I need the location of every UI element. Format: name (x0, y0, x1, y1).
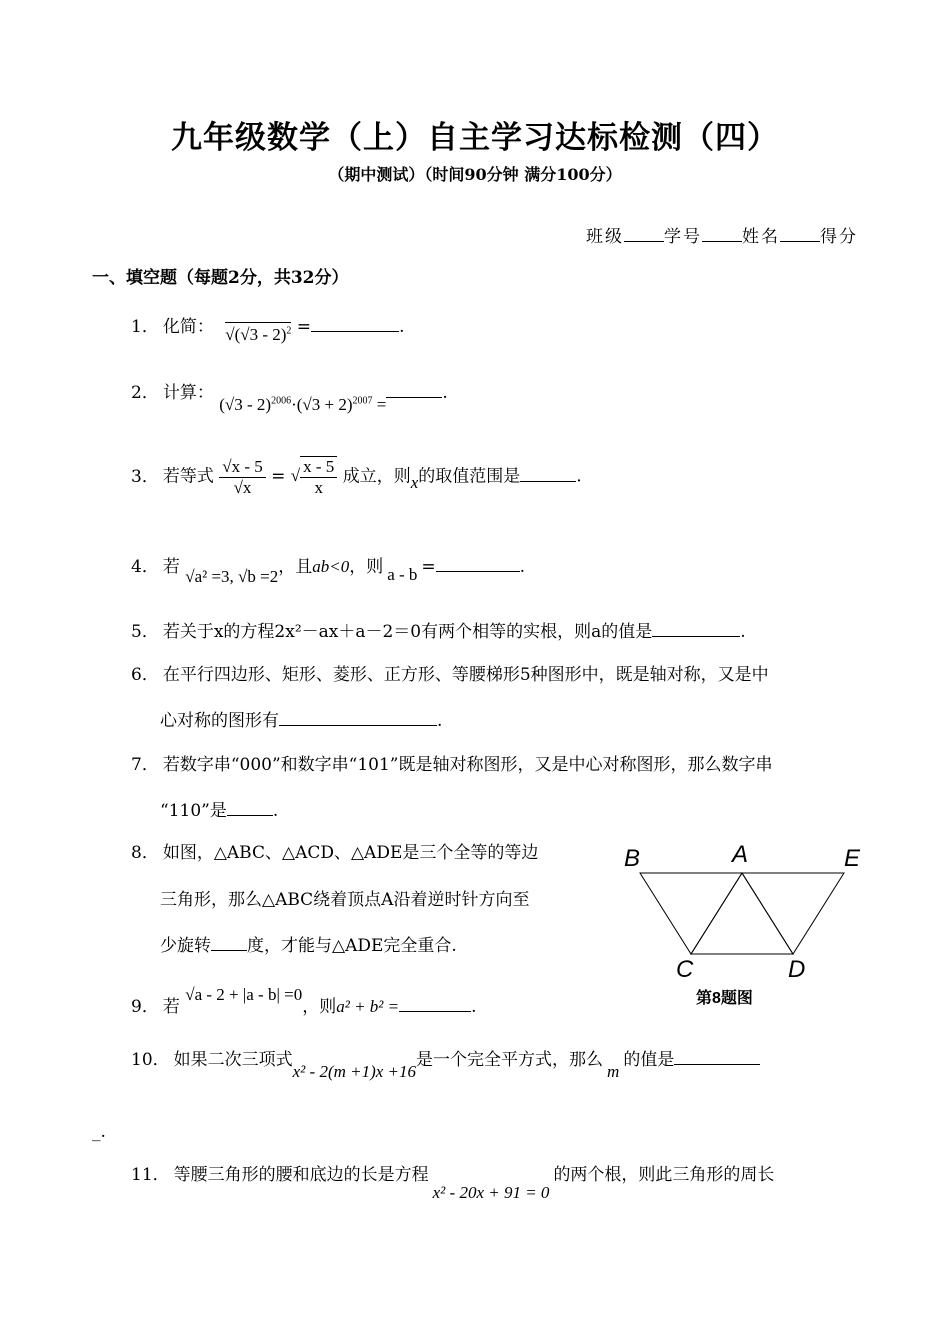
triangle-abc (640, 873, 742, 954)
question-number: 5． (131, 622, 159, 642)
period: . (437, 711, 443, 731)
question-text: 化简： (162, 317, 214, 337)
equals-sign: = (421, 557, 436, 577)
exponent-a: 2006 (271, 395, 292, 407)
period: . (399, 317, 405, 337)
question-1 (131, 312, 405, 344)
answer-blank (386, 378, 442, 398)
question-number: 10． (131, 1050, 170, 1070)
question-text: 若关于x的方程2x²－ax＋a－2＝0有两个相等的实根，则a的值是 (162, 622, 653, 642)
question-7-line2 (160, 796, 278, 821)
answer-blank (520, 462, 576, 482)
question-10-cont: _. (92, 1122, 106, 1142)
question-text: ，则 (302, 997, 337, 1017)
question-text: 等腰三角形的腰和底边的长是方程 (173, 1165, 429, 1185)
question-text: 少旋转 (160, 936, 211, 956)
answer-blank (436, 552, 520, 572)
question-number: 2． (131, 383, 159, 403)
question-text: 若数字串“000”和数字串“101”既是轴对称图形，又是中心对称图形，那么数字串 (162, 755, 773, 775)
question-number: 7． (131, 755, 159, 775)
question-9 (131, 985, 477, 1017)
score-label: 得分 (820, 227, 858, 247)
question-3 (131, 456, 582, 498)
denominator: √x (233, 477, 252, 497)
question-8 (131, 838, 538, 863)
question-11 (131, 1160, 775, 1202)
sqrt-expression: √(√3 - 2)$^2$ (225, 322, 291, 345)
question-4 (131, 552, 526, 586)
label-c: C (676, 956, 694, 983)
number-label: 学号 (664, 227, 702, 247)
question-8-line2 (160, 885, 529, 910)
question-text: 度，才能与△ADE完全重合. (247, 936, 457, 956)
question-number: 3． (131, 466, 159, 487)
question-text: ，则 (349, 557, 384, 577)
question-number: 11． (131, 1165, 170, 1185)
power-expression (219, 395, 386, 414)
question-text: 如图，△ABC、△ACD、△ADE是三个全等的等边 (162, 843, 539, 863)
numerator: √x - 5 (219, 457, 266, 478)
page-title: 九年级数学（上）自主学习达标检测（四） (171, 120, 779, 156)
question-number: 6． (131, 665, 159, 685)
question-number: 4． (131, 557, 159, 577)
variable: x (410, 472, 419, 492)
dot: · (291, 395, 297, 414)
class-label: 班级 (586, 227, 624, 247)
answer-blank (652, 617, 740, 637)
numerator: x - 5 (300, 457, 337, 478)
figure-caption: 第8题图 (696, 990, 753, 1007)
period: . (519, 557, 526, 577)
triangle-acd (691, 873, 793, 954)
answer-blank (674, 1045, 760, 1065)
question-7 (131, 750, 773, 775)
denominator: x (314, 478, 323, 497)
question-10 (131, 1045, 760, 1081)
answer-blank (227, 796, 273, 816)
page-subtitle: （期中测试）（时间90分钟 满分100分） (328, 165, 622, 184)
question-number: 1． (131, 317, 159, 337)
question-text: 若等式 (162, 466, 214, 487)
section-title: 一、填空题（每题2分，共32分） (92, 268, 349, 288)
math-expression: a² + b² = (336, 997, 400, 1016)
question-text: 三角形，那么△ABC绕着顶点A沿着逆时针方向至 (160, 890, 530, 910)
question-text: 成立，则 (342, 466, 411, 487)
period: . (272, 801, 279, 821)
expr-a: (√3 - 2) (219, 395, 272, 414)
question-text: 的值是 (623, 1050, 675, 1070)
name-label: 姓名 (742, 227, 780, 247)
label-a: A (732, 841, 749, 868)
question-6 (131, 660, 769, 685)
question-2 (131, 378, 448, 414)
math-expression: √a - 2 + |a - b| =0 (185, 985, 303, 1004)
question-number: 9． (131, 997, 159, 1017)
period: . (740, 622, 746, 642)
period: . (471, 997, 477, 1017)
question-text: 是一个完全平方式，那么 (416, 1050, 604, 1070)
right-sqrt: √ $\frac{x - 5}{x}$ (291, 456, 338, 498)
variable: m (607, 1062, 620, 1081)
expr-b: (√3 + 2) (296, 395, 353, 414)
student-info (586, 222, 858, 247)
math-expression: x² - 2(m +1)x +16 (292, 1062, 417, 1081)
answer-blank (279, 706, 437, 726)
left-fraction (219, 457, 266, 498)
equals-sign: = (291, 317, 312, 337)
question-6-line2 (160, 706, 442, 731)
answer-blank (311, 312, 399, 332)
label-e: E (844, 845, 861, 872)
equals-sign: = (271, 466, 286, 487)
question-text: ，且 (278, 557, 313, 577)
triangle-ade (742, 873, 844, 954)
question-number: 8． (131, 843, 159, 863)
period: . (576, 466, 582, 487)
math-expression: a - b (387, 565, 418, 584)
question-8-line3 (160, 931, 457, 956)
exponent-b: 2007 (352, 395, 373, 407)
expr-base: (√3 - 2) (234, 325, 287, 344)
question-text: 若 (162, 557, 180, 577)
question-text: 心对称的图形有 (160, 711, 279, 731)
math-expression: √a² =3, √b =2 (185, 567, 279, 586)
math-expression: x² - 20x + 91 = 0 (432, 1183, 550, 1202)
question-text: 在平行四边形、矩形、菱形、正方形、等腰梯形5种图形中，既是轴对称，又是中 (162, 665, 769, 685)
question-text: 如果二次三项式 (173, 1050, 293, 1070)
label-b: B (624, 845, 641, 872)
period: . (442, 383, 448, 403)
name-blank (780, 222, 820, 242)
equals-sign: = (372, 395, 387, 414)
question-text: “110”是 (160, 801, 227, 821)
question-text: 的取值范围是 (418, 466, 521, 487)
question-text: 的两个根，则此三角形的周长 (553, 1165, 775, 1185)
exponent: 2 (286, 325, 292, 337)
question-text: 计算： (162, 383, 214, 403)
question-5 (131, 617, 746, 642)
answer-blank (399, 992, 471, 1012)
class-blank (624, 222, 664, 242)
condition: ab<0 (312, 557, 350, 576)
question-text: 若 (162, 997, 180, 1017)
answer-blank (211, 931, 247, 951)
label-d: D (788, 956, 806, 983)
number-blank (702, 222, 742, 242)
